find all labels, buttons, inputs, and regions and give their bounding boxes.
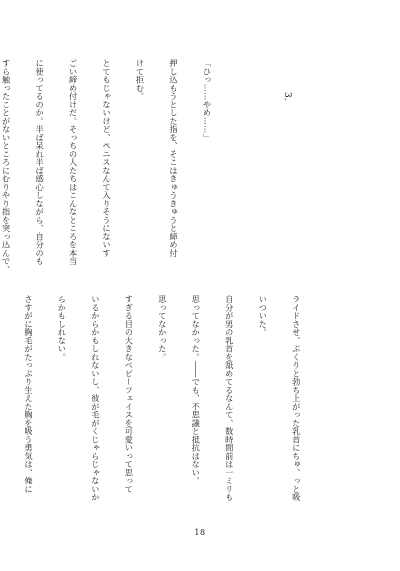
text-column: すぎる目の大きなベビーフェイスを可愛いって思って — [124, 295, 135, 493]
text-column: 思ってなかった。 — [157, 295, 168, 361]
text-column: 押し込もうとした指を、そこはきゅうきゅうと締め付 — [168, 59, 179, 257]
text-column: に使ってるのか。半ば呆れ半ば感心しながら、自分のも — [35, 59, 46, 266]
text-column: らかもしれない。 — [57, 295, 68, 361]
section-heading: 3. — [282, 92, 292, 101]
text-column: ごい締め付けだ。そっちの人たちはこんなところを本当 — [68, 59, 79, 266]
text-block-top — [1, 59, 324, 274]
text-column: すら触ったことがないところにむりやり指を突っ込んで、 — [1, 59, 12, 274]
text-column: けて拒む。 — [135, 59, 146, 101]
text-column: 「ひっ……やめ……」 — [202, 59, 213, 142]
text-column: 思ってなかった。――でも、不思議と抵抗はない。 — [191, 295, 202, 485]
text-block-bottom — [23, 295, 324, 502]
text-column: いるからかもしれないし、彼が毛がくじゃらじゃないか — [90, 295, 101, 502]
text-column: ライドさせ、ぷくりと勃ち上がった乳首にちゅ、っと吸 — [291, 295, 302, 502]
text-column: さすがに胸毛がたっぷり生えた胸を吸う勇気は、俺に — [23, 295, 34, 493]
text-column: いついた。 — [258, 295, 269, 337]
text-column: とてもじゃないけど、ペニスなんて入りそうにないす — [102, 59, 113, 257]
page-number: 18 — [194, 528, 206, 537]
text-column: 自分が男の乳首を舐めてるなんて、数時間前は一ミリも — [224, 295, 235, 502]
